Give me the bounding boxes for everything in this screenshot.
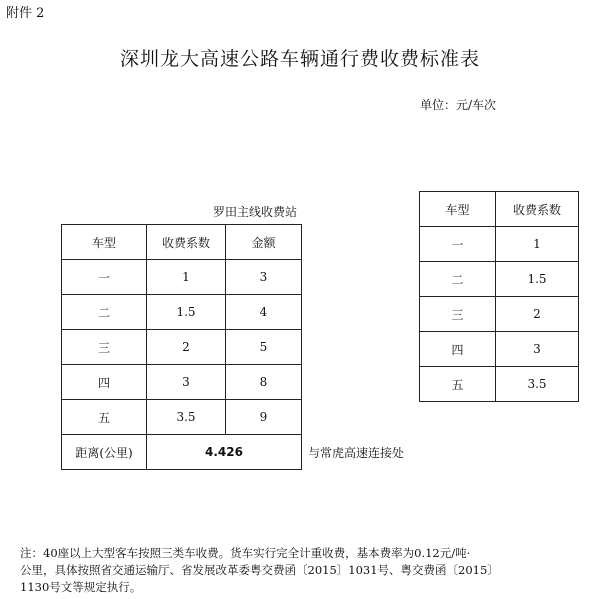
vehicle-type-cell: 二 bbox=[420, 262, 496, 297]
table-row bbox=[62, 330, 302, 365]
amount-cell: 5 bbox=[226, 330, 302, 365]
distance-label: 距离(公里) bbox=[62, 435, 147, 470]
vehicle-type-cell: 五 bbox=[62, 400, 147, 435]
coefficient-table bbox=[419, 191, 579, 402]
amount-cell: 9 bbox=[226, 400, 302, 435]
header-fee-coefficient: 收费系数 bbox=[496, 192, 579, 227]
table-row bbox=[62, 260, 302, 295]
page-title: 深圳龙大高速公路车辆通行费收费标准表 bbox=[119, 48, 480, 70]
footnote bbox=[20, 545, 592, 596]
table-row bbox=[62, 400, 302, 435]
footnote-line: 注：40座以上大型客车按照三类车收费。货车实行完全计重收费，基本费率为0.12元/吨· bbox=[20, 546, 471, 560]
unit-label: 单位：元/车次 bbox=[420, 98, 497, 112]
coefficient-cell: 1 bbox=[496, 227, 579, 262]
distance-note: 与常虎高速连接处 bbox=[308, 446, 405, 460]
vehicle-type-cell: 四 bbox=[62, 365, 147, 400]
vehicle-type-cell: 三 bbox=[420, 297, 496, 332]
vehicle-type-cell: 三 bbox=[62, 330, 147, 365]
table-header-row bbox=[420, 192, 579, 227]
vehicle-type-cell: 一 bbox=[62, 260, 147, 295]
vehicle-type-cell: 五 bbox=[420, 367, 496, 402]
amount-cell: 3 bbox=[226, 260, 302, 295]
coefficient-cell: 1.5 bbox=[147, 295, 226, 330]
station-fee-table bbox=[61, 224, 302, 470]
coefficient-cell: 3.5 bbox=[147, 400, 226, 435]
coefficient-cell: 3 bbox=[496, 332, 579, 367]
coefficient-cell: 3 bbox=[147, 365, 226, 400]
table-row bbox=[420, 367, 579, 402]
table-row bbox=[420, 227, 579, 262]
station-name: 罗田主线收费站 bbox=[213, 205, 298, 219]
vehicle-type-cell: 二 bbox=[62, 295, 147, 330]
distance-value: 4.426 bbox=[147, 435, 302, 470]
coefficient-cell: 2 bbox=[147, 330, 226, 365]
coefficient-cell: 1 bbox=[147, 260, 226, 295]
coefficient-cell: 1.5 bbox=[496, 262, 579, 297]
table-row bbox=[62, 365, 302, 400]
footnote-line: 1130号文等规定执行。 bbox=[20, 580, 142, 594]
coefficient-cell: 3.5 bbox=[496, 367, 579, 402]
amount-cell: 4 bbox=[226, 295, 302, 330]
table-row bbox=[420, 297, 579, 332]
header-amount: 金额 bbox=[226, 225, 302, 260]
table-row bbox=[420, 262, 579, 297]
header-vehicle-type: 车型 bbox=[420, 192, 496, 227]
table-row bbox=[62, 295, 302, 330]
header-vehicle-type: 车型 bbox=[62, 225, 147, 260]
vehicle-type-cell: 一 bbox=[420, 227, 496, 262]
coefficient-cell: 2 bbox=[496, 297, 579, 332]
table-header-row bbox=[62, 225, 302, 260]
table-row bbox=[420, 332, 579, 367]
vehicle-type-cell: 四 bbox=[420, 332, 496, 367]
footnote-line: 公里，具体按照省交通运输厅、省发展改革委粤交费函〔2015〕1031号、粤交费函〔2015〕 bbox=[20, 563, 499, 577]
amount-cell: 8 bbox=[226, 365, 302, 400]
attachment-label: 附件 2 bbox=[6, 6, 45, 21]
distance-row bbox=[62, 435, 302, 470]
header-fee-coefficient: 收费系数 bbox=[147, 225, 226, 260]
